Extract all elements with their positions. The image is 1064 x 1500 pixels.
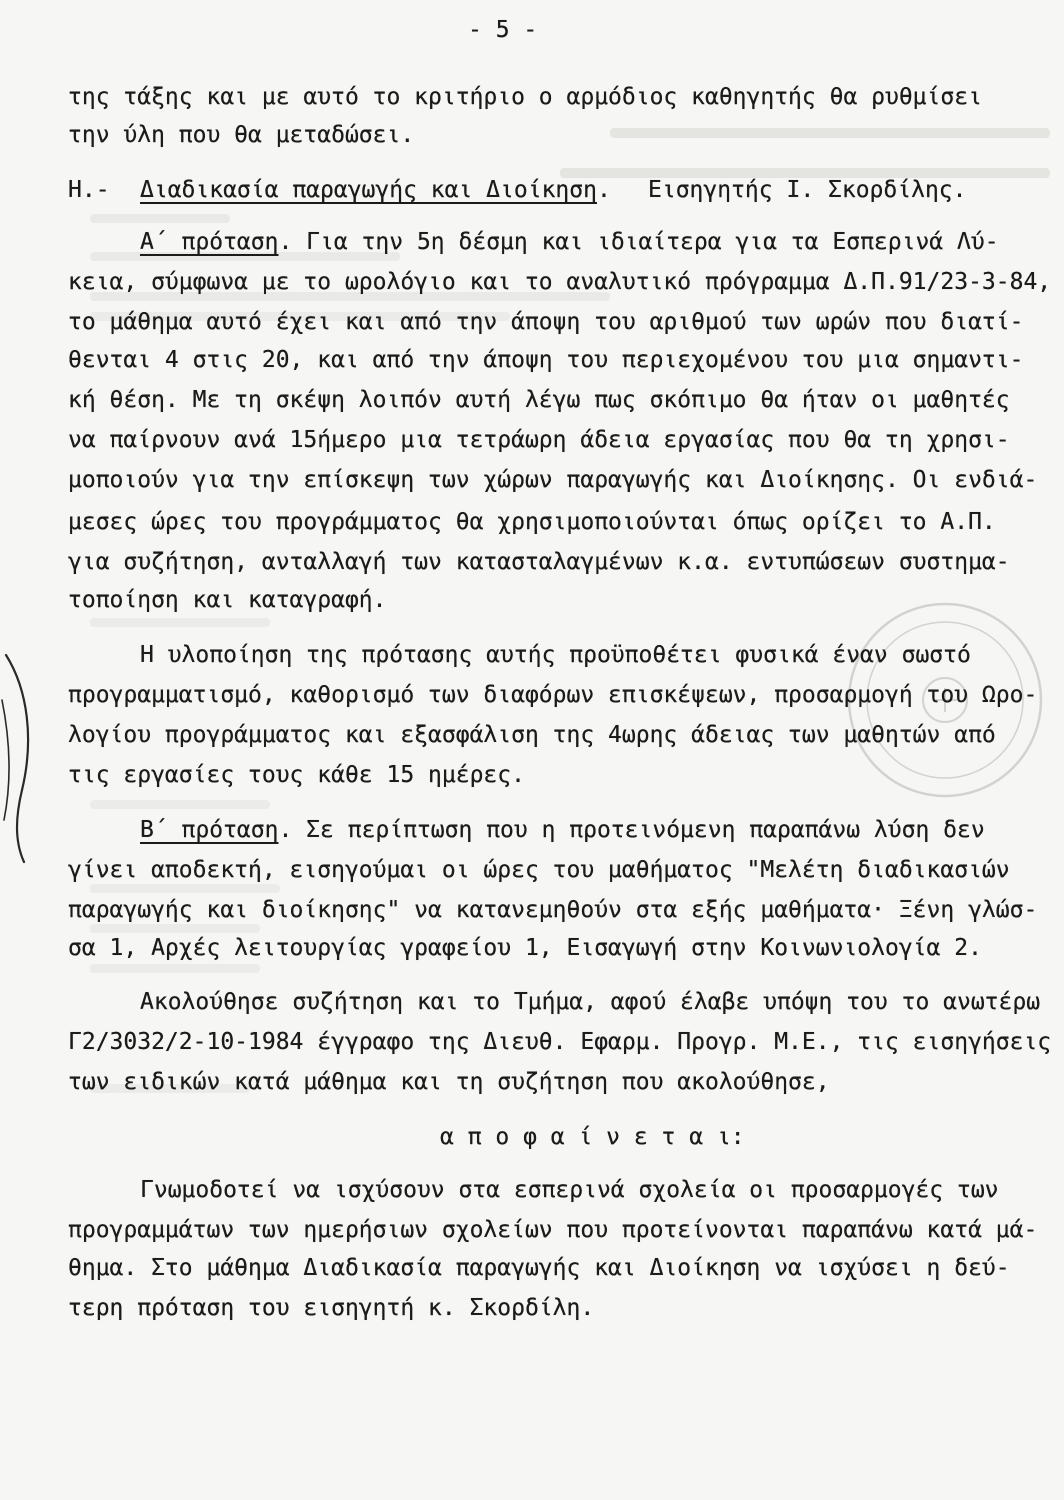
text-line: των ειδικών κατά μάθημα και τη συζήτηση που ακολούθησε,	[68, 1069, 830, 1095]
proposal-b-first-line-text: . Σε περίπτωση που η προτεινόμενη παραπάνω λύση δεν	[278, 817, 985, 843]
section-title-end: .	[596, 177, 611, 203]
text-line: κεια, σύμφωνα με το ωρολόγιο και το αναλυτικό πρόγραμμα Δ.Π.91/23-3-84,	[68, 269, 1052, 295]
section-heading	[0, 176, 1064, 204]
proposal-b-label: Β΄ πρόταση	[140, 817, 279, 843]
text-line: προγραμμάτων των ημερήσιων σχολείων που προτείνονται παραπάνω κατά μά-	[68, 1217, 1038, 1243]
text-line: Γ2/3032/2-10-1984 έγγραφο της Διευθ. Εφαρμ. Προγρ. Μ.Ε., τις εισηγήσεις	[68, 1029, 1052, 1055]
proposal-a-first-line	[140, 228, 999, 256]
text-line: την ύλη που θα μεταδώσει.	[68, 122, 415, 148]
section-label: Η.-	[68, 177, 110, 203]
section-presenter: Εισηγητής Ι. Σκορδίλης.	[648, 177, 967, 203]
text-line: τερη πρόταση του εισηγητή κ. Σκορδίλη.	[68, 1295, 595, 1321]
section-title: Διαδικασία παραγωγής και Διοίκηση	[140, 177, 597, 203]
text-line: προγραμματισμό, καθορισμό των διαφόρων επισκέψεων, προσαρμογή του Ωρο-	[68, 682, 1038, 708]
text-line: να παίρνουν ανά 15ήμερο μια τετράωρη άδεια εργασίας που θα τη χρησι-	[68, 427, 1010, 453]
text-line: Η υλοποίηση της πρότασης αυτής προϋποθέτει φυσικά έναν σωστό	[140, 642, 971, 668]
text-line: σα 1, Αρχές λειτουργίας γραφείου 1, Εισαγωγή στην Κοινωνιολογία 2.	[68, 935, 982, 961]
proposal-a-first-line-text: . Για την 5η δέσμη και ιδιαίτερα για τα Εσπερινά Λύ-	[278, 229, 999, 255]
text-line: για συζήτηση, ανταλλαγή των κατασταλαγμένων κ.α. εντυπώσεων συστημα-	[68, 549, 1010, 575]
text-line: κή θέση. Με τη σκέψη λοιπόν αυτή λέγω πως σκόπιμο θα ήταν οι μαθητές	[68, 387, 1010, 413]
decision-heading: α π ο φ α ί ν ε τ α ι:	[440, 1124, 745, 1150]
text-line: τοποίηση και καταγραφή.	[68, 587, 387, 613]
text-line: Γνωμοδοτεί να ισχύσουν στα εσπερινά σχολεία οι προσαρμογές των	[140, 1177, 999, 1203]
text-line: τις εργασίες τους κάθε 15 ημέρες.	[68, 762, 525, 788]
text-line: Ακολούθησε συζήτηση και το Τμήμα, αφού έλαβε υπόψη του το ανωτέρω	[140, 989, 1041, 1015]
text-line: θενται 4 στις 20, και από την άποψη του περιεχομένου του μια σημαντι-	[68, 347, 1024, 373]
text-line: γίνει αποδεκτή, εισηγούμαι οι ώρες του μαθήματος "Μελέτη διαδικασιών	[68, 857, 1010, 883]
text-line: της τάξης και με αυτό το κριτήριο ο αρμόδιος καθηγητής θα ρυθμίσει	[68, 84, 982, 110]
proposal-a-label: Α΄ πρόταση	[140, 229, 279, 255]
text-line: παραγωγής και διοίκησης" να κατανεμηθούν στα εξής μαθήματα· Ξένη γλώσ-	[68, 897, 1038, 923]
page-number: - 5 -	[468, 17, 538, 43]
text-line: λογίου προγράμματος και εξασφάλιση της 4ωρης άδειας των μαθητών από	[68, 722, 996, 748]
proposal-b-first-line	[140, 816, 985, 844]
text-line: το μάθημα αυτό έχει και από την άποψη του αριθμού των ωρών που διατί-	[68, 309, 1024, 335]
text-line: μεσες ώρες του προγράμματος θα χρησιμοποιούνται όπως ορίζει το Α.Π.	[68, 509, 996, 535]
text-line: μοποιούν για την επίσκεψη των χώρων παραγωγής και Διοίκησης. Οι ενδιά-	[68, 467, 1038, 493]
text-line: θημα. Στο μάθημα Διαδικασία παραγωγής και Διοίκηση να ισχύσει η δεύ-	[68, 1255, 1010, 1281]
margin-pen-mark	[2, 655, 28, 862]
section-title-group	[140, 176, 611, 204]
